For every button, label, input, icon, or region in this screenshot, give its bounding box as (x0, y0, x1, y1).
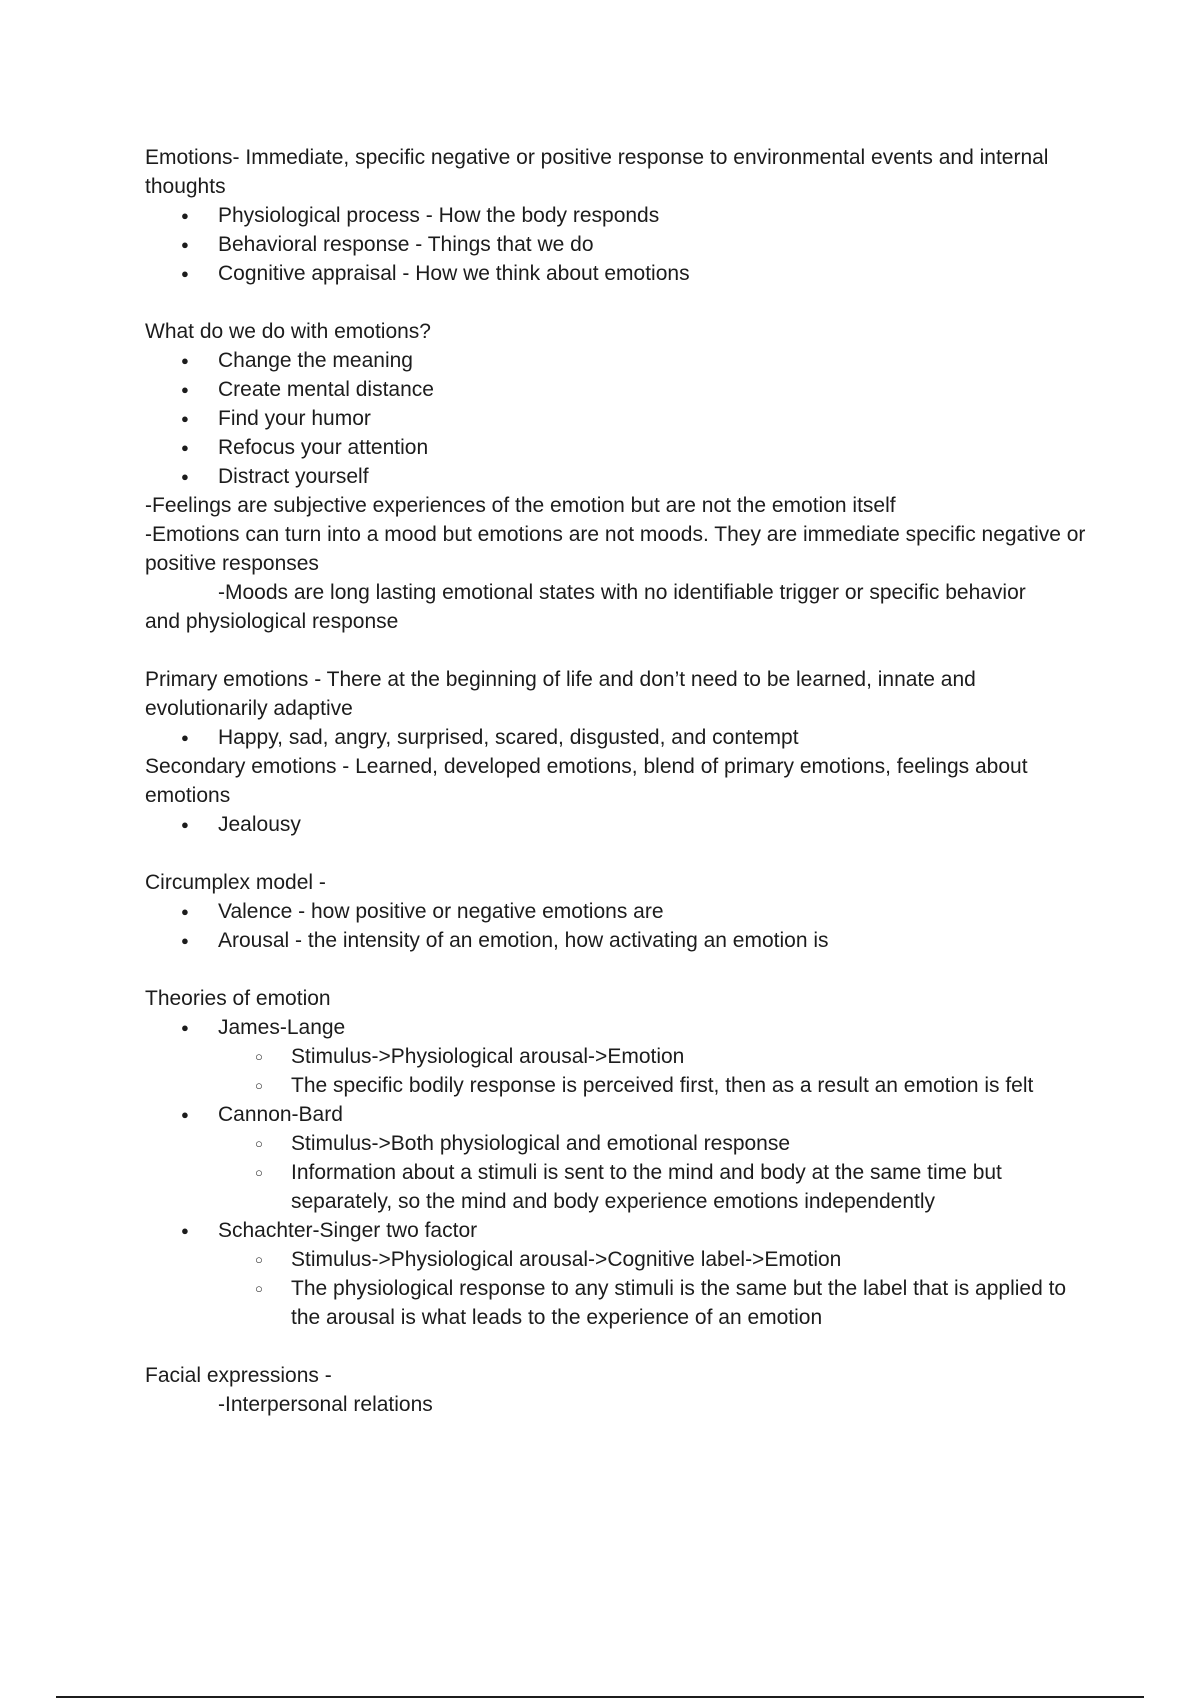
theory-item (145, 1100, 1095, 1216)
list-item: ● Change the meaning (145, 346, 1095, 375)
facial-expressions-heading: Facial expressions - (145, 1364, 332, 1387)
list-item: ○ The specific bodily response is perceived first, then as a result an emotion is felt (145, 1071, 1095, 1100)
spacer (145, 1332, 1095, 1361)
emotions-definition: Emotions- Immediate, specific negative or positive response to environmental events and internal thoughts (145, 146, 1049, 198)
theory-item (145, 1216, 1095, 1332)
coping-strategies-list (145, 346, 1095, 491)
list-item: ● Find your humor (145, 404, 1095, 433)
list-item: ● Refocus your attention (145, 433, 1095, 462)
document-body (145, 143, 1095, 1419)
theory-details-list (218, 1245, 1095, 1332)
emotions-components-list (145, 201, 1095, 288)
secondary-emotions-list (145, 810, 1095, 839)
theory-item (145, 1013, 1095, 1100)
moods-definition-lead: -Moods are long lasting emotional states with no identifiable trigger or specific behavior (218, 581, 1026, 604)
list-item: ● Cognitive appraisal - How we think about emotions (145, 259, 1095, 288)
list-item: ● Arousal - the intensity of an emotion, how activating an emotion is (145, 926, 1095, 955)
secondary-emotions-definition: Secondary emotions - Learned, developed emotions, blend of primary emotions, feelings about emotions (145, 755, 1028, 807)
spacer (145, 636, 1095, 665)
primary-emotions-list (145, 723, 1095, 752)
theories-heading: Theories of emotion (145, 987, 331, 1010)
theory-details-list (218, 1042, 1095, 1100)
list-item: ● Valence - how positive or negative emotions are (145, 897, 1095, 926)
list-item: ● Distract yourself (145, 462, 1095, 491)
moods-definition-tail: and physiological response (145, 610, 399, 633)
list-item: ● Happy, sad, angry, surprised, scared, disgusted, and contempt (145, 723, 1095, 752)
list-item: ● Create mental distance (145, 375, 1095, 404)
facial-expressions-note: -Interpersonal relations (218, 1393, 433, 1416)
circumplex-heading: Circumplex model - (145, 871, 326, 894)
list-item: ○ The physiological response to any stimuli is the same but the label that is applied to the arousal is what leads to the experience of an emotion (145, 1274, 1095, 1332)
spacer (145, 839, 1095, 868)
theory-name: Cannon-Bard (218, 1103, 343, 1126)
moods-note: -Emotions can turn into a mood but emotions are not moods. They are immediate specific negative or positive responses (145, 523, 1086, 575)
what-do-we-do-heading: What do we do with emotions? (145, 320, 431, 343)
theory-details-list (218, 1129, 1095, 1216)
theory-name: James-Lange (218, 1016, 346, 1039)
list-item: ● Behavioral response - Things that we do (145, 230, 1095, 259)
list-item: ● Physiological process - How the body responds (145, 201, 1095, 230)
list-item: ○ Information about a stimuli is sent to the mind and body at the same time but separately, so the mind and body experience emotions independently (145, 1158, 1095, 1216)
list-item: ○ Stimulus->Physiological arousal->Cognitive label->Emotion (145, 1245, 1095, 1274)
primary-emotions-definition: Primary emotions - There at the beginning of life and don’t need to be learned, innate and evolutionarily adaptive (145, 668, 976, 720)
list-item: ○ Stimulus->Physiological arousal->Emotion (145, 1042, 1095, 1071)
theories-list (145, 1013, 1095, 1332)
theory-name: Schachter-Singer two factor (218, 1219, 478, 1242)
spacer (145, 955, 1095, 984)
list-item: ○ Stimulus->Both physiological and emotional response (145, 1129, 1095, 1158)
feelings-note: -Feelings are subjective experiences of the emotion but are not the emotion itself (145, 494, 896, 517)
page-bottom-rule (56, 1696, 1144, 1698)
circumplex-list (145, 897, 1095, 955)
spacer (145, 288, 1095, 317)
list-item: ● Jealousy (145, 810, 1095, 839)
